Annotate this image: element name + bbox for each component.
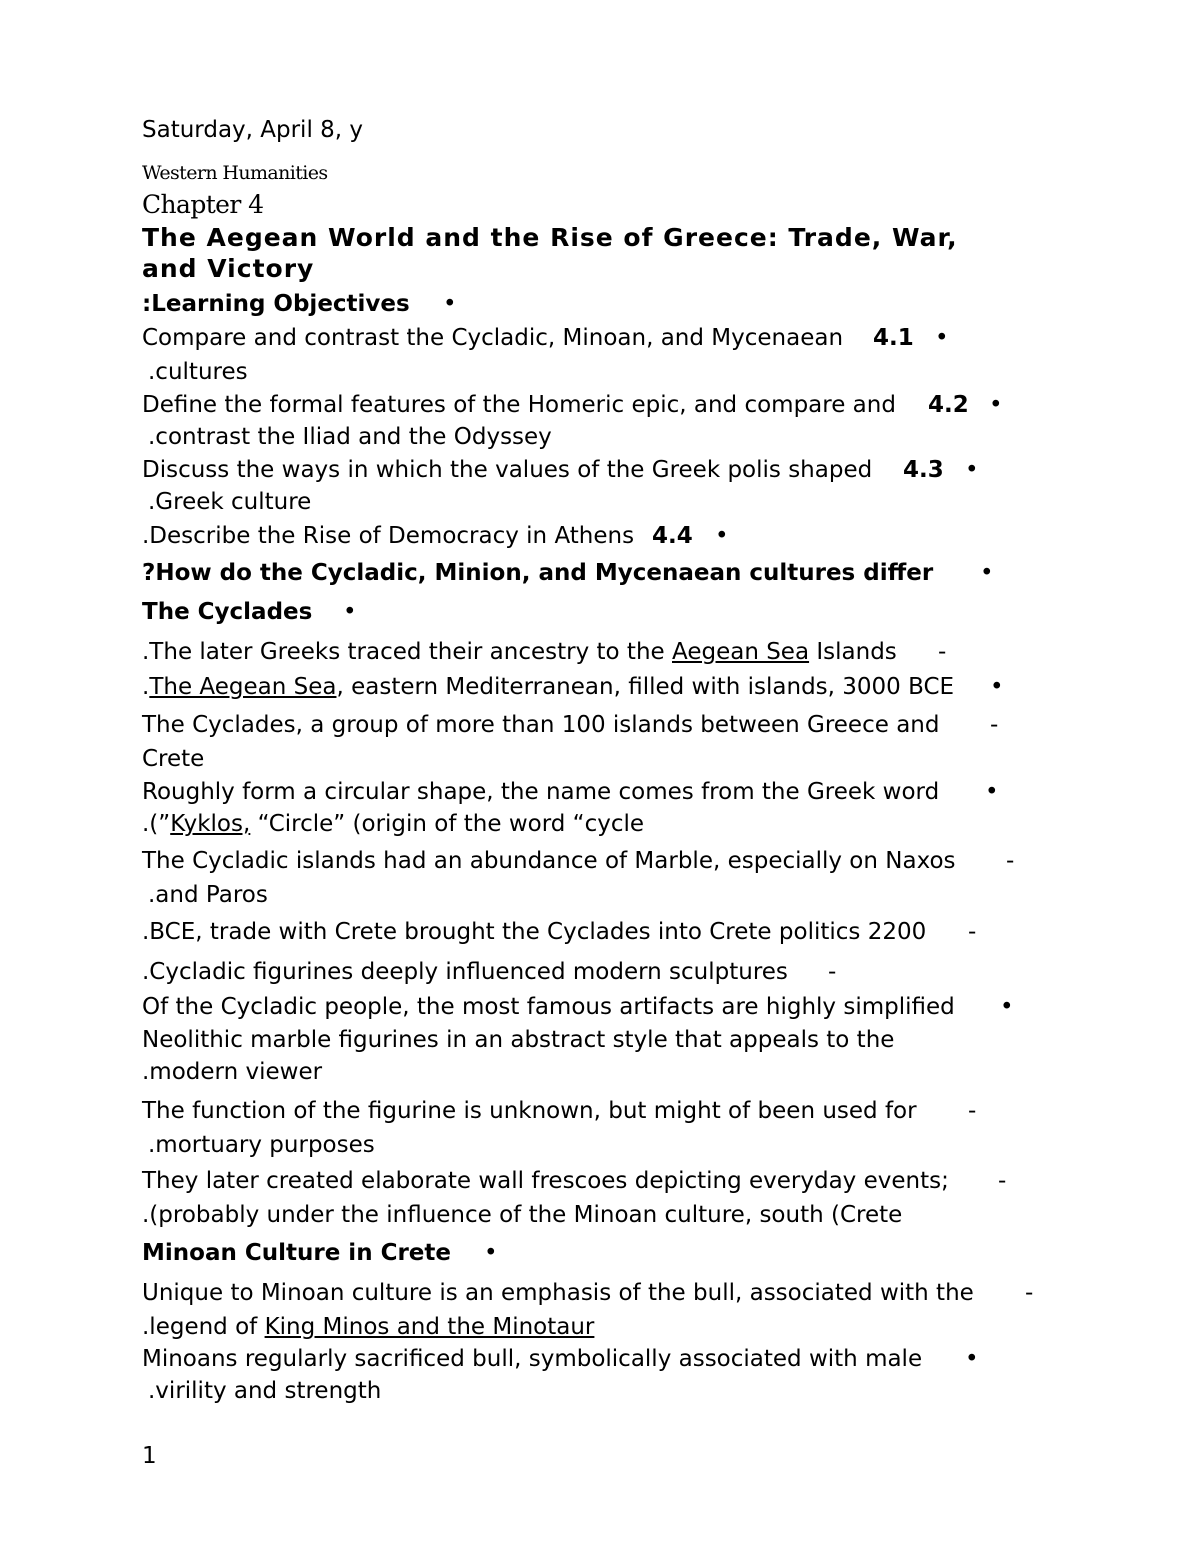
cyclades-line-8b: Neolithic marble figurines in an abstract style that appeals to the	[142, 1027, 895, 1053]
dash-marker: -	[1025, 1280, 1034, 1306]
cyclades-line-3a: The Cyclades, a group of more than 100 islands between Greece and	[142, 712, 940, 738]
cyclades-line-1: .The later Greeks traced their ancestry to the Aegean Sea Islands	[142, 639, 897, 665]
cyclades-line-2: .The Aegean Sea, eastern Mediterranean, filled with islands, 3000 BCE	[142, 674, 955, 700]
cyclades-line-9a: The function of the figurine is unknown, but might of been used for	[142, 1098, 917, 1124]
minoan-heading: Minoan Culture in Crete	[142, 1240, 451, 1266]
cyclades-heading: The Cyclades	[142, 599, 313, 625]
minoan-line-1b: .legend of King Minos and the Minotaur	[142, 1314, 595, 1340]
objective-3-number: 4.3	[903, 457, 944, 483]
dash-marker: -	[938, 639, 947, 665]
bullet-icon: •	[989, 392, 1003, 418]
objective-4-line: .Describe the Rise of Democracy in Athens	[142, 523, 635, 549]
objective-1-line2: .cultures	[148, 359, 248, 385]
bullet-icon: •	[985, 779, 999, 805]
dash-marker: -	[990, 712, 999, 738]
bullet-icon: •	[343, 599, 357, 625]
learning-objectives-heading: :Learning Objectives	[142, 291, 410, 317]
bullet-icon: •	[715, 523, 729, 549]
minoan-line-1a: Unique to Minoan culture is an emphasis of the bull, associated with the	[142, 1280, 974, 1306]
objective-2-number: 4.2	[928, 392, 969, 418]
chapter-title-line2: and Victory	[142, 254, 315, 283]
cyclades-line-10b: .(probably under the influence of the Minoan culture, south (Crete	[142, 1202, 903, 1228]
bullet-icon: •	[965, 1346, 979, 1372]
cyclades-line-6: .BCE, trade with Crete brought the Cyclades into Crete politics 2200	[142, 919, 927, 945]
cyclades-line-10a: They later created elaborate wall frescoes depicting everyday events;	[142, 1168, 949, 1194]
minoan-line-2b: .virility and strength	[148, 1378, 382, 1404]
cyclades-line-8a: Of the Cycladic people, the most famous artifacts are highly simplified	[142, 994, 955, 1020]
bullet-icon: •	[965, 457, 979, 483]
objective-1-number: 4.1	[873, 325, 914, 351]
minoan-line-2a: Minoans regularly sacrificed bull, symbolically associated with male	[142, 1346, 923, 1372]
cyclades-line-8c: .modern viewer	[142, 1059, 323, 1085]
objective-3-line2: .Greek culture	[148, 489, 312, 515]
objective-3-line1: Discuss the ways in which the values of the Greek polis shaped	[142, 457, 873, 483]
objective-2-line2: .contrast the Iliad and the Odyssey	[148, 424, 552, 450]
bullet-icon: •	[484, 1240, 498, 1266]
objective-4-number: 4.4	[652, 523, 693, 549]
dash-marker: -	[828, 959, 837, 985]
king-minos-link[interactable]: King Minos and the Minotaur	[264, 1314, 595, 1340]
bullet-icon: •	[443, 291, 457, 317]
dash-marker: -	[968, 919, 977, 945]
cyclades-line-4a: Roughly form a circular shape, the name comes from the Greek word	[142, 779, 940, 805]
kyklos-link[interactable]: Kyklos,	[170, 811, 251, 837]
cyclades-line-5a: The Cycladic islands had an abundance of Marble, especially on Naxos	[142, 848, 956, 874]
aegean-sea-link[interactable]: Aegean Sea	[672, 639, 810, 665]
cyclades-line-9b: .mortuary purposes	[148, 1132, 375, 1158]
cyclades-line-7: .Cycladic figurines deeply influenced modern sculptures	[142, 959, 788, 985]
page-number: 1	[142, 1443, 157, 1469]
objective-2-line1: Define the formal features of the Homeric epic, and compare and	[142, 392, 896, 418]
the-aegean-sea-link[interactable]: The Aegean Sea	[149, 674, 337, 700]
dash-marker: -	[968, 1098, 977, 1124]
cyclades-line-5b: .and Paros	[148, 882, 268, 908]
objective-1-line1: Compare and contrast the Cycladic, Minoan, and Mycenaean	[142, 325, 844, 351]
guiding-question: ?How do the Cycladic, Minion, and Mycenaean cultures differ	[142, 560, 934, 586]
bullet-icon: •	[990, 674, 1004, 700]
dash-marker: -	[998, 1168, 1007, 1194]
course-name: Western Humanities	[142, 162, 328, 184]
bullet-icon: •	[980, 560, 994, 586]
bullet-icon: •	[1000, 994, 1014, 1020]
bullet-icon: •	[935, 325, 949, 351]
dash-marker: -	[1006, 848, 1015, 874]
chapter-title-line1: The Aegean World and the Rise of Greece: Trade, War,	[142, 223, 958, 252]
chapter-label: Chapter 4	[142, 190, 264, 219]
document-date: Saturday, April 8, y	[142, 117, 364, 143]
cyclades-line-3b: Crete	[142, 746, 205, 772]
cyclades-line-4b: .(”Kyklos, “Circle” (origin of the word “cycle	[142, 811, 645, 837]
